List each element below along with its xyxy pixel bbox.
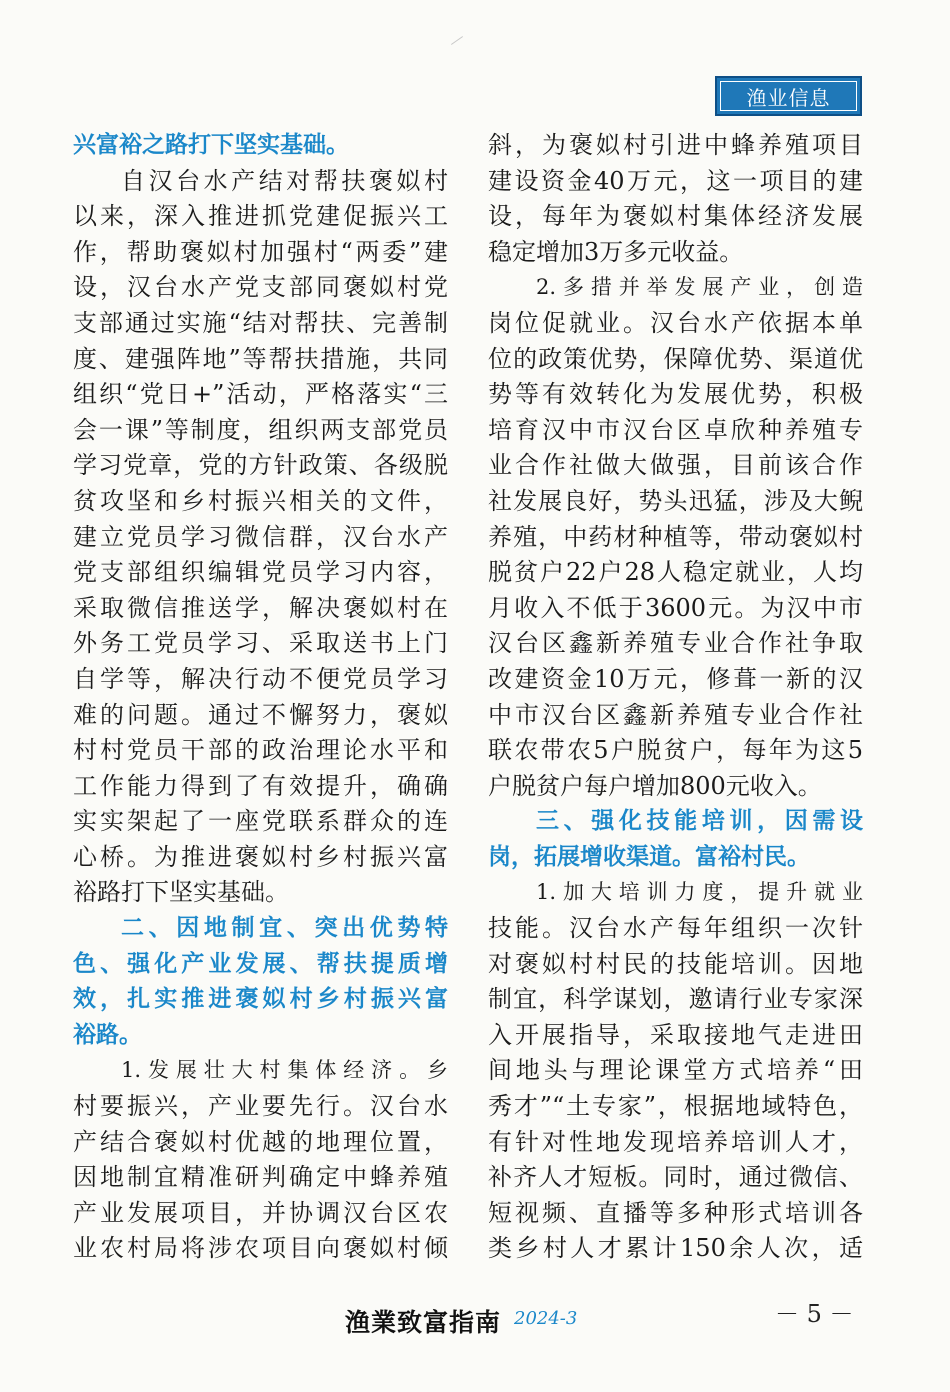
text-line: 组织“党日+”活动，严格落实“三 <box>73 380 448 409</box>
text-line: 会一课”等制度，组织两支部党员 <box>73 415 448 444</box>
magazine-title: 渔業致富指南 <box>345 1308 502 1337</box>
text-line: 养殖，中药材种植等，带动褒姒村 <box>488 522 863 551</box>
text-line: 制宜，科学谋划，邀请行业专家深 <box>488 985 863 1014</box>
text-line: 社发展良好，势头迅猛，涉及大鲵 <box>488 486 863 515</box>
text-line: 采取微信推送学，解决褒姒村在 <box>73 593 448 622</box>
text-line: 有针对性地发现培养培训人才， <box>488 1127 863 1156</box>
text-line: 短视频、直播等多种形式培训各 <box>488 1198 863 1227</box>
text-line: 学习党章，党的方针政策、各级脱 <box>73 451 448 480</box>
text-line: 联农带农5户脱贫户，每年为这5 <box>488 736 863 765</box>
text-line: 裕路打下坚实基础。 <box>73 878 289 907</box>
text-line: 以来，深入推进抓党建促振兴工 <box>73 202 448 231</box>
text-line: 支部通过实施“结对帮扶、完善制 <box>73 308 448 337</box>
text-line: 贫攻坚和乡村振兴相关的文件， <box>73 486 448 515</box>
text-line: 入开展指导，采取接地气走进田 <box>488 1020 863 1049</box>
text-line: 色、强化产业发展、帮扶提质增 <box>73 950 448 977</box>
text-line: 类乡村人才累计150余人次，适 <box>488 1234 863 1263</box>
text-line: 培育汉中市汉台区卓欣种养殖专 <box>488 415 863 444</box>
section-badge <box>715 76 862 116</box>
text-line: 产结合褒姒村优越的地理位置， <box>73 1127 448 1156</box>
text-line: 产业发展项目，并协调汉台区农 <box>73 1198 448 1227</box>
text-line: 中市汉台区鑫新养殖专业合作社 <box>488 700 863 729</box>
text-line: 因地制宜精准研判确定中蜂养殖 <box>73 1163 448 1192</box>
text-line: 自学等，解决行动不便党员学习 <box>73 664 448 693</box>
issue-number: 2024-3 <box>514 1308 578 1329</box>
text-line: 1.加大培训力度，提升就业 <box>536 880 863 905</box>
text-line: 设，每年为褒姒村集体经济发展 <box>488 202 863 231</box>
scan-speck <box>451 36 463 45</box>
text-line: 势等有效转化为发展优势，积极 <box>488 380 863 409</box>
text-line: 月收入不低于3600元。为汉中市 <box>488 593 863 622</box>
text-line: 兴富裕之路打下坚实基础。 <box>73 132 349 158</box>
text-line: 设，汉台水产党支部同褒姒村党 <box>73 273 448 302</box>
text-line: 位的政策优势，保障优势、渠道优 <box>488 344 863 373</box>
text-line: 脱贫户22户28人稳定就业，人均 <box>488 558 863 587</box>
text-line: 技能。汉台水产每年组织一次针 <box>488 914 863 943</box>
text-line: 二、因地制宜、突出优势特 <box>121 915 448 942</box>
text-line: 岗，拓展增收渠道。富裕村民。 <box>488 843 810 870</box>
text-line: 心桥。为推进褒姒村乡村振兴富 <box>73 842 448 871</box>
text-line: 实实架起了一座党联系群众的连 <box>73 807 448 836</box>
right-text-column <box>488 128 863 1267</box>
text-line: 建立党员学习微信群，汉台水产 <box>73 522 448 551</box>
text-line: 汉台区鑫新养殖专业合作社争取 <box>488 629 863 658</box>
text-line: 斜，为褒姒村引进中蜂养殖项目 <box>488 131 863 159</box>
text-line: 改建资金10万元，修葺一新的汉 <box>488 664 863 693</box>
text-line: 度、建强阵地”等帮扶措施，共同 <box>73 344 448 373</box>
text-line: 1.发展壮大村集体经济。乡 <box>121 1058 448 1083</box>
text-line: 党支部组织编辑党员学习内容， <box>73 558 448 587</box>
text-line: 秀才”“土专家”，根据地域特色， <box>488 1092 863 1121</box>
page-number: － 5 － <box>775 1300 854 1328</box>
text-line: 对褒姒村村民的技能培训。因地 <box>488 949 863 978</box>
text-line: 稳定增加3万多元收益。 <box>488 237 744 266</box>
text-line: 难的问题。通过不懈努力，褒姒 <box>73 700 448 729</box>
text-line: 效，扎实推进褒姒村乡村振兴富 <box>73 986 448 1013</box>
text-line: 村村党员干部的政治理论水平和 <box>73 736 448 765</box>
text-line: 自汉台水产结对帮扶褒姒村 <box>121 166 448 195</box>
text-line: 建设资金40万元，这一项目的建 <box>488 166 863 195</box>
section-badge-label: 渔业信息 <box>720 81 857 111</box>
text-line: 外务工党员学习、采取送书上门 <box>73 629 448 658</box>
text-line: 裕路。 <box>73 1021 142 1048</box>
text-line: 三、强化技能培训，因需设 <box>536 808 863 835</box>
text-line: 工作能力得到了有效提升，确确 <box>73 771 448 800</box>
text-line: 作，帮助褒姒村加强村“两委”建 <box>73 237 448 266</box>
text-line: 村要振兴，产业要先行。汉台水 <box>73 1092 448 1121</box>
left-text-column <box>73 128 448 1267</box>
text-line: 补齐人才短板。同时，通过微信、 <box>488 1163 863 1192</box>
text-line: 户脱贫户每户增加800元收入。 <box>488 771 822 800</box>
text-line: 业农村局将涉农项目向褒姒村倾 <box>73 1234 448 1263</box>
text-line: 岗位促就业。汉台水产依据本单 <box>488 308 863 337</box>
text-line: 间地头与理论课堂方式培养“田 <box>488 1056 863 1085</box>
text-line: 2.多措并举发展产业，创造 <box>536 275 863 300</box>
text-line: 业合作社做大做强，目前该合作 <box>488 451 863 480</box>
